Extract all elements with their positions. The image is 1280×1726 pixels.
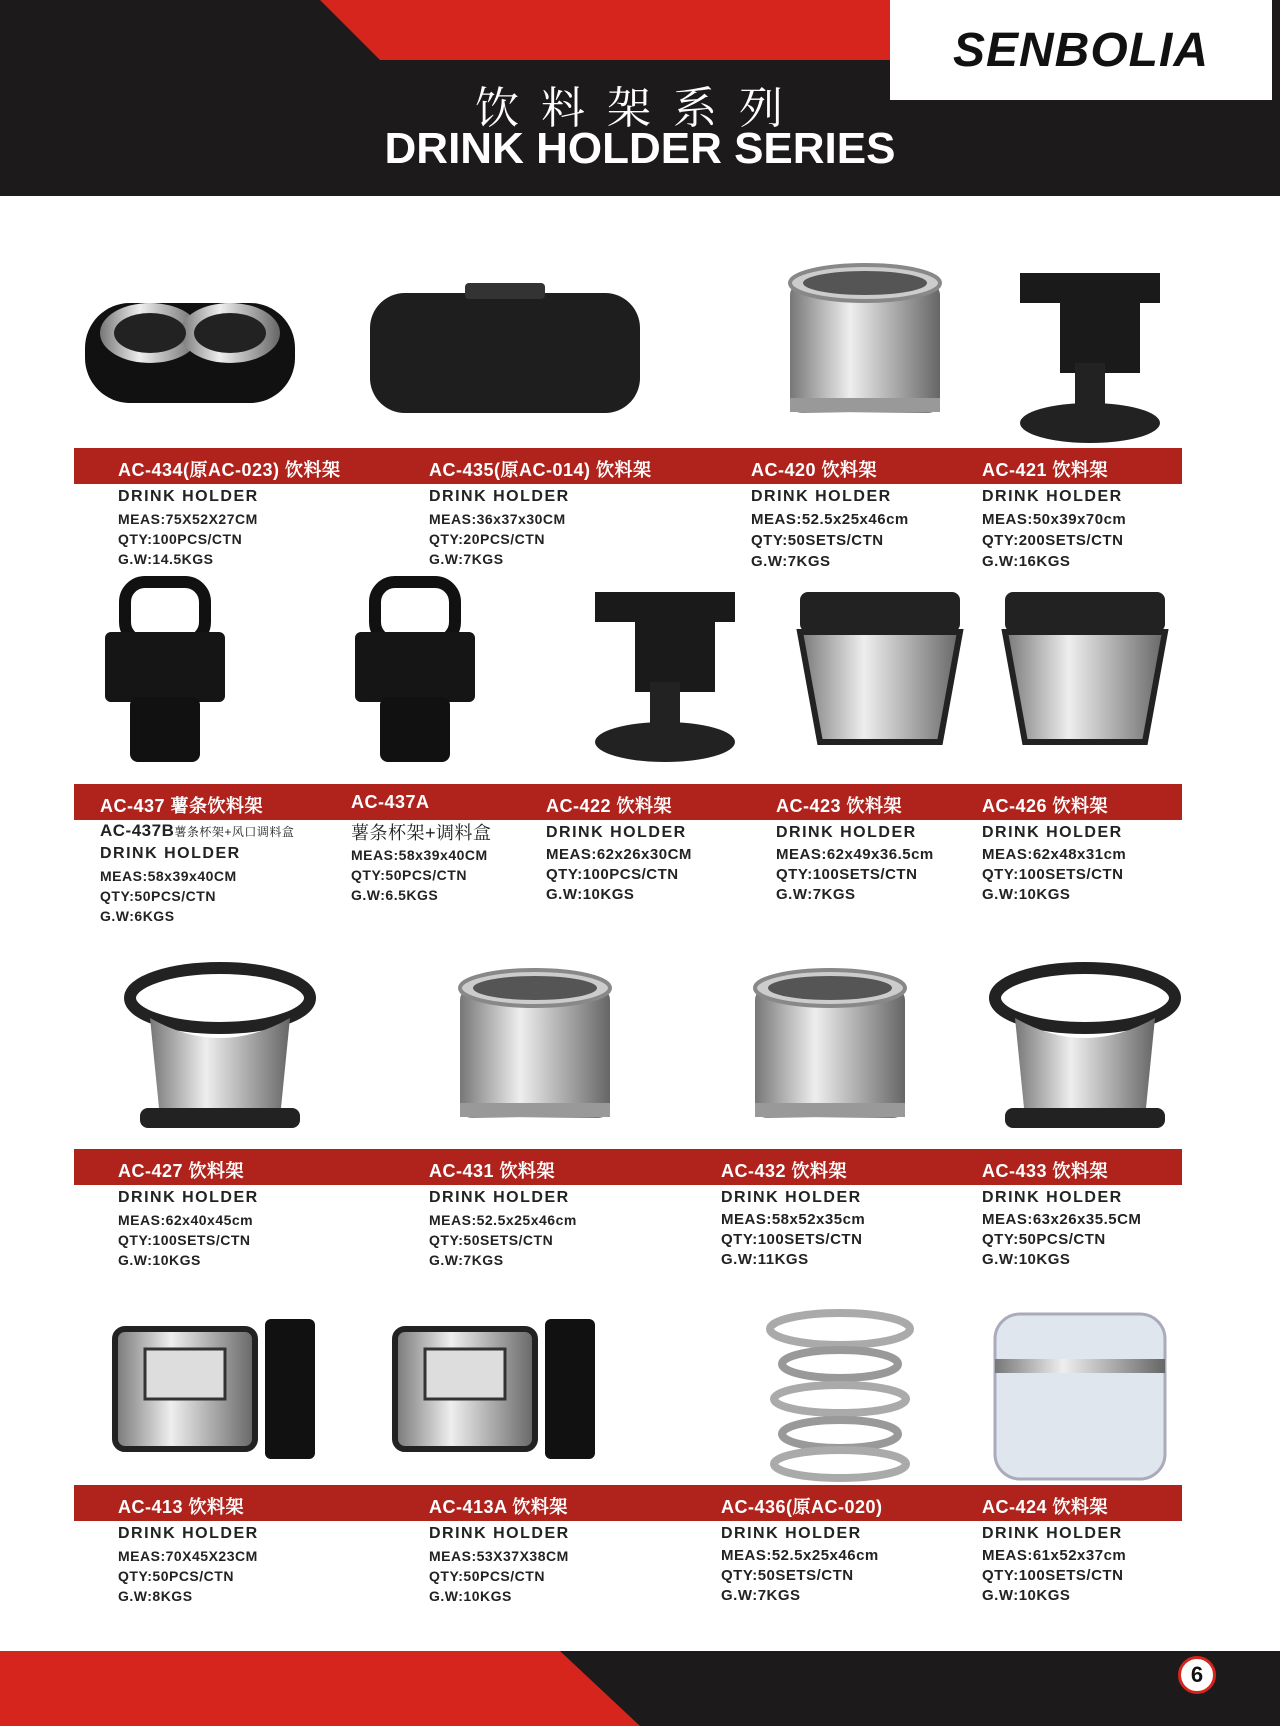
product-meas: MEAS:58x39x40CM [351,847,488,863]
product-code: AC-432 饮料架 [721,1161,848,1181]
product-gross-weight: G.W:7KGS [429,551,504,567]
product-qty: QTY:50SETS/CTN [429,1232,554,1248]
product-meas: MEAS:52.5x25x46cm [721,1547,879,1564]
sub-code-desc: 薯条杯架+风口调料盒 [174,825,295,839]
product-image [725,958,1005,1153]
product-type: DRINK HOLDER [721,1525,862,1542]
product-image [985,572,1265,767]
product-qty: QTY:100SETS/CTN [118,1232,251,1248]
product-type: DRINK HOLDER [429,1189,570,1206]
product-gross-weight: G.W:10KGS [429,1588,512,1604]
product-gross-weight: G.W:8KGS [118,1588,193,1604]
sub-code: AC-437B [100,821,175,840]
product-code: AC-435(原AC-014) 饮料架 [429,460,652,480]
product-code: AC-420 饮料架 [751,460,878,480]
product-sub-code [100,821,294,842]
product-qty: QTY:50PCS/CTN [118,1568,234,1584]
product-type: DRINK HOLDER [982,488,1123,505]
product-gross-weight: G.W:10KGS [546,886,635,903]
product-type: DRINK HOLDER [429,1525,570,1542]
product-code: AC-431 饮料架 [429,1161,556,1181]
product-specs [982,1522,1126,1606]
product-code: AC-437A [351,792,430,812]
product-qty: QTY:50SETS/CTN [751,532,884,549]
product-image [80,253,360,448]
product-meas: MEAS:61x52x37cm [982,1547,1127,1564]
product-qty: QTY:100SETS/CTN [721,1231,863,1248]
product-specs [776,821,934,905]
footer-red-accent [0,1651,640,1726]
product-specs [118,1186,259,1270]
product-qty: QTY:100SETS/CTN [776,866,918,883]
product-type: DRINK HOLDER [982,1525,1123,1542]
product-code: AC-423 饮料架 [776,796,903,816]
product-meas: MEAS:75X52X27CM [118,511,258,527]
product-type: DRINK HOLDER [546,824,687,841]
product-code: AC-426 饮料架 [982,796,1109,816]
product-code: AC-436(原AC-020) [721,1497,883,1517]
product-qty: QTY:50SETS/CTN [721,1567,854,1584]
product-meas: MEAS:52.5x25x46cm [751,511,909,528]
product-image [370,253,650,448]
product-gross-weight: G.W:7KGS [751,553,831,570]
product-specs [429,485,570,569]
product-type: DRINK HOLDER [118,1525,259,1542]
product-meas: MEAS:62x26x30CM [546,846,692,863]
product-code: AC-422 饮料架 [546,796,673,816]
product-qty: QTY:100PCS/CTN [546,866,679,883]
product-image [110,958,390,1153]
product-image [430,958,710,1153]
product-gross-weight: G.W:14.5KGS [118,551,214,567]
product-meas: MEAS:58x52x35cm [721,1211,866,1228]
page-number: 6 [1178,1656,1216,1694]
product-gross-weight: G.W:16KGS [982,553,1071,570]
product-qty: QTY:100SETS/CTN [982,1567,1124,1584]
product-gross-weight: G.W:10KGS [982,1251,1071,1268]
product-image [730,1299,1010,1494]
product-meas: MEAS:53X37X38CM [429,1548,569,1564]
product-type: DRINK HOLDER [721,1189,862,1206]
product-type: DRINK HOLDER [982,824,1123,841]
product-specs [751,485,909,572]
product-specs [100,821,294,926]
product-gross-weight: G.W:10KGS [982,886,1071,903]
product-qty: QTY:100PCS/CTN [118,531,243,547]
product-image [385,1299,665,1494]
product-meas: MEAS:62x40x45cm [118,1212,254,1228]
product-specs [721,1522,879,1606]
brand-logo: SENBOLIA [890,0,1272,100]
product-meas: MEAS:70X45X23CM [118,1548,258,1564]
product-meas: MEAS:58x39x40CM [100,868,237,884]
product-specs [982,1186,1141,1270]
product-qty: QTY:50PCS/CTN [100,888,216,904]
product-gross-weight: G.W:10KGS [982,1587,1071,1604]
product-meas: MEAS:62x48x31cm [982,846,1127,863]
product-meas: MEAS:63x26x35.5CM [982,1211,1142,1228]
product-gross-weight: G.W:7KGS [721,1587,801,1604]
product-gross-weight: G.W:6KGS [100,908,175,924]
product-image [95,572,375,767]
product-code: AC-421 饮料架 [982,460,1109,480]
product-type: DRINK HOLDER [982,1189,1123,1206]
product-image [975,1299,1255,1494]
product-specs [118,485,259,569]
product-specs [118,1522,259,1606]
product-image [980,253,1260,448]
product-gross-weight: G.W:10KGS [118,1252,201,1268]
product-specs [429,1186,577,1270]
product-specs [351,821,492,905]
product-specs [982,485,1126,572]
page-title-chinese: 饮料架系列 [475,83,805,134]
product-meas: MEAS:62x49x36.5cm [776,846,934,863]
product-qty: QTY:100SETS/CTN [982,866,1124,883]
product-type: DRINK HOLDER [118,488,259,505]
product-qty: QTY:20PCS/CTN [429,531,545,547]
product-specs [429,1522,570,1606]
product-gross-weight: G.W:7KGS [776,886,856,903]
product-qty: QTY:50PCS/CTN [982,1231,1106,1248]
product-code: AC-437 薯条饮料架 [100,796,264,816]
product-qty: QTY:50PCS/CTN [351,867,467,883]
product-code: AC-433 饮料架 [982,1161,1109,1181]
product-code: AC-413 饮料架 [118,1497,245,1517]
product-specs [721,1186,865,1270]
product-type: DRINK HOLDER [751,488,892,505]
product-specs [982,821,1126,905]
product-code: AC-424 饮料架 [982,1497,1109,1517]
product-meas: MEAS:36x37x30CM [429,511,566,527]
product-image [975,958,1255,1153]
page-title: DRINK HOLDER SERIES [384,124,896,173]
product-code: AC-434(原AC-023) 饮料架 [118,460,341,480]
product-gross-weight: G.W:7KGS [429,1252,504,1268]
product-gross-weight: G.W:11KGS [721,1251,809,1268]
product-specs [546,821,692,905]
product-type: 薯条杯架+调料盒 [351,823,492,843]
product-qty: QTY:200SETS/CTN [982,532,1124,549]
product-type: DRINK HOLDER [100,845,241,862]
header-red-accent [320,0,920,60]
product-code: AC-427 饮料架 [118,1161,245,1181]
product-type: DRINK HOLDER [118,1189,259,1206]
product-gross-weight: G.W:6.5KGS [351,887,439,903]
product-meas: MEAS:50x39x70cm [982,511,1127,528]
product-image [105,1299,385,1494]
product-type: DRINK HOLDER [429,488,570,505]
product-code: AC-413A 饮料架 [429,1497,568,1517]
product-meas: MEAS:52.5x25x46cm [429,1212,577,1228]
product-type: DRINK HOLDER [776,824,917,841]
product-qty: QTY:50PCS/CTN [429,1568,545,1584]
